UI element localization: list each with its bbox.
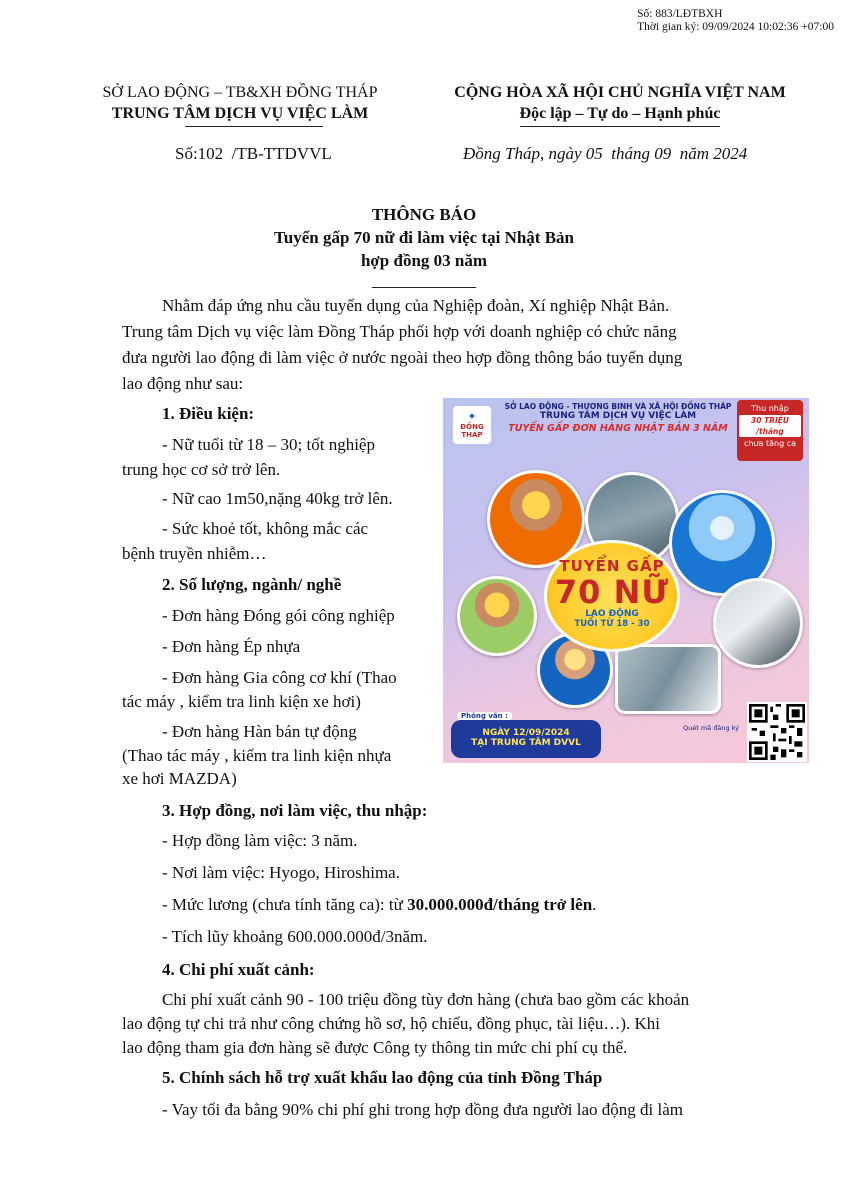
center-logo <box>453 406 491 444</box>
salary-value: 30 TRIỆU /tháng <box>739 415 801 437</box>
section-1-item-2: - Nữ cao 1m50,nặng 40kg trở lên. <box>162 489 393 508</box>
interview-place: TẠI TRUNG TÂM DVVL <box>471 738 581 748</box>
interview-label: Phỏng vấn : <box>457 712 512 720</box>
document-date: Đồng Tháp, ngày 05 tháng 09 năm 2024 <box>463 144 748 163</box>
badge-worker: LAO ĐỘNG <box>585 609 639 619</box>
section-2-heading: 2. Số lượng, ngành/ nghề <box>162 575 342 594</box>
section-4-line-3: lao động tham gia đơn hàng sẽ được Công ty thông tin mức chi phí cụ thể. <box>122 1038 628 1057</box>
poster-agency: SỞ LAO ĐỘNG - THƯƠNG BINH VÀ XÃ HỘI ĐỒNG THÁP <box>504 402 732 411</box>
motto-underline <box>520 126 720 127</box>
section-1-item-1b: trung học cơ sở trở lên. <box>122 460 281 479</box>
section-1-item-3a: - Sức khoẻ tốt, không mắc các <box>162 519 369 538</box>
poster-headline: TUYỂN GẤP ĐƠN HÀNG NHẬT BẢN 3 NĂM <box>508 423 728 434</box>
agency-name: SỞ LAO ĐỘNG – TB&XH ĐỒNG THÁP <box>102 84 378 101</box>
recruitment-poster <box>443 398 809 763</box>
section-3-item-2: - Nơi làm việc: Hyogo, Hiroshima. <box>162 863 400 882</box>
section-2-item-2: - Đơn hàng Ép nhựa <box>162 637 301 656</box>
section-4-line-2: lao động tự chi trả như công chứng hồ sơ, hộ chiếu, đồng phục, tài liệu…). Khi <box>122 1014 661 1033</box>
section-2-item-1: - Đơn hàng Đóng gói công nghiệp <box>162 606 395 625</box>
qr-code-icon[interactable] <box>747 702 807 762</box>
badge-urgent: TUYỂN GẤP <box>559 557 665 575</box>
salary-badge <box>737 400 803 461</box>
badge-age: TUỔI TỪ 18 - 30 <box>574 619 650 629</box>
signature-number: Số: 883/LĐTBXH <box>637 8 723 20</box>
interview-date: NGÀY 12/09/2024 <box>482 728 570 738</box>
title-line-2: Tuyển gấp 70 nữ đi làm việc tại Nhật Bản <box>273 228 575 247</box>
section-1-item-1a: - Nữ tuổi từ 18 – 30; tốt nghiệp <box>162 435 375 454</box>
national-title <box>425 82 815 124</box>
logo-mark-icon: ✦ <box>467 410 477 423</box>
section-3-item-3 <box>162 893 596 916</box>
section-1-heading: 1. Điều kiện: <box>162 404 255 423</box>
section-3-item-4: - Tích lũy khoảng 600.000.000đ/3năm. <box>162 927 428 946</box>
salary-amount: 30.000.000đ/tháng trở lên <box>407 895 593 914</box>
title-underline <box>372 287 476 288</box>
qr-label: Quét mã đăng ký <box>683 724 740 732</box>
control-panel-photo <box>615 644 721 714</box>
salary-note: chưa tăng ca <box>743 439 796 448</box>
center-name: TRUNG TÂM DỊCH VỤ VIỆC LÀM <box>111 105 369 122</box>
section-1-item-3b: bệnh truyền nhiễm… <box>122 544 267 563</box>
title-line-3: hợp đồng 03 năm <box>360 251 488 270</box>
logo-text: ĐỒNG THÁP <box>460 423 484 439</box>
section-2-item-3a: - Đơn hàng Gia công cơ khí (Thao <box>162 668 397 687</box>
intro-line-1: Nhằm đáp ứng nhu cầu tuyển dụng của Nghiệp đoàn, Xí nghiệp Nhật Bản. <box>162 296 670 315</box>
salary-end: . <box>592 895 597 914</box>
machine-photo <box>713 578 803 668</box>
republic-name: CỘNG HÒA XÃ HỘI CHỦ NGHĨA VIỆT NAM <box>454 84 786 101</box>
section-2-item-3b: tác máy , kiểm tra linh kiện xe hơi) <box>122 692 361 711</box>
intro-line-3: đưa người lao động đi làm việc ở nước ngoài theo hợp đồng thông báo tuyển dụng <box>122 348 683 367</box>
agency-underline <box>185 126 323 127</box>
title-line-1: THÔNG BÁO <box>371 205 477 224</box>
section-5-line-1: - Vay tối đa bằng 90% chi phí ghi trong hợp đồng đưa người lao động đi làm <box>162 1100 683 1119</box>
document-title <box>0 203 848 272</box>
headline-badge <box>544 540 680 652</box>
digital-signature <box>637 8 834 34</box>
poster-ribbon <box>503 402 733 434</box>
salary-text: - Mức lương (chưa tính tăng ca): từ <box>162 895 408 914</box>
signature-time: Thời gian ký: 09/09/2024 10:02:36 +07:00 <box>637 21 834 33</box>
national-motto: Độc lập – Tự do – Hạnh phúc <box>519 105 721 122</box>
section-2-item-4c: xe hơi MAZDA) <box>122 769 237 788</box>
section-3-heading: 3. Hợp đồng, nơi làm việc, thu nhập: <box>162 801 428 820</box>
issuing-agency <box>70 82 410 124</box>
intro-line-4: lao động như sau: <box>122 374 244 393</box>
poster-center: TRUNG TÂM DỊCH VỤ VIỆC LÀM <box>539 411 697 421</box>
document-number: Số:102 /TB-TTDVVL <box>175 144 332 163</box>
intro-line-2: Trung tâm Dịch vụ việc làm Đồng Tháp phối hợp với doanh nghiệp có chức năng <box>122 322 677 341</box>
badge-count: 70 NỮ <box>554 573 670 611</box>
section-4-line-1: Chi phí xuất cảnh 90 - 100 triệu đồng tùy đơn hàng (chưa bao gồm các khoản <box>162 990 690 1009</box>
worker-photo-3 <box>457 576 537 656</box>
section-2-item-4a: - Đơn hàng Hàn bán tự động <box>162 722 357 741</box>
section-5-heading: 5. Chính sách hỗ trợ xuất khẩu lao động của tỉnh Đồng Tháp <box>162 1068 603 1087</box>
interview-box <box>451 712 601 758</box>
salary-label: Thu nhập <box>751 404 789 413</box>
section-3-item-1: - Hợp đồng làm việc: 3 năm. <box>162 831 358 850</box>
section-4-heading: 4. Chi phí xuất cảnh: <box>162 960 315 979</box>
section-2-item-4b: (Thao tác máy , kiểm tra linh kiện nhựa <box>122 746 392 765</box>
